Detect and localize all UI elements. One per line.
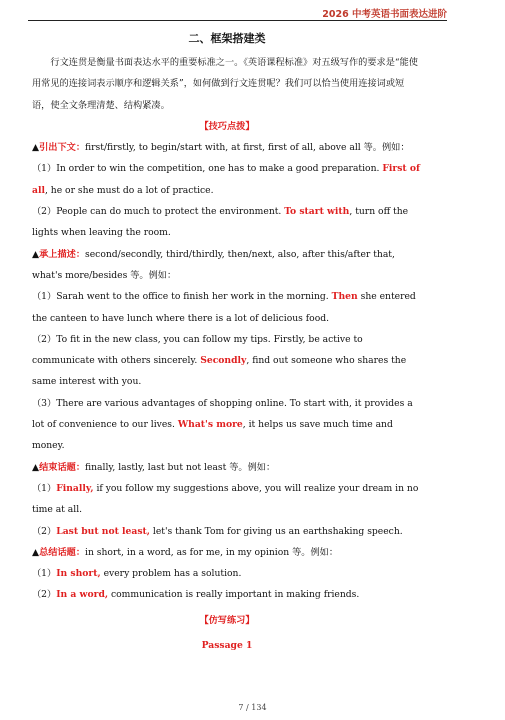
document-body — [32, 30, 422, 656]
connect-example-3: （3）There are various advantages of shopping online. To start with, it provides a lot of convenience to our lives. What's more, it helps us save much time and money. — [32, 397, 413, 452]
summary-example-2: （2）In a word, communication is really important in making friends. — [32, 589, 360, 601]
header-title: 2026 中考英语书面表达进阶 — [322, 9, 447, 20]
lead-definition: ▲引出下文：first/firstly, to begin/start with, at first, first of all, above all 等。例如： — [32, 142, 410, 154]
triangle-icon: ▲ — [32, 142, 40, 154]
end-example-2: （2）Last but not least, let's thank Tom for giving us an earthshaking speech. — [32, 525, 403, 537]
intro-paragraph: 行文连贯是衡量书面表达水平的重要标准之一。《英语课程标准》对五级写作的要求是“能使用常见的连接词表示顺序和逻辑关系”，如何做到行文连贯呢？我们可以恰当使用连接词或短语，使全文条理清楚、结构紧凑。 — [32, 57, 418, 111]
page-header — [28, 6, 447, 21]
connect-example-2: （2）To fit in the new class, you can follow my tips. Firstly, be active to communicate with others sincerely. Secondly, find out someone who shares the same interest with you. — [32, 333, 407, 388]
end-definition: ▲结束话题：finally, lastly, last but not least 等。例如： — [32, 461, 276, 473]
end-example-1: （1）Finally, if you follow my suggestions above, you will realize your dream in no time at all. — [32, 482, 419, 516]
passage-title: Passage 1 — [201, 640, 253, 652]
section-heading: 二、框架搭建类 — [188, 32, 266, 45]
connect-definition: ▲承上描述：second/secondly, third/thirdly, then/next, also, after this/after that, what's more/besides 等。例如： — [32, 248, 395, 281]
summary-definition: ▲总结话题：in short, in a word, as for me, in my opinion 等。例如： — [32, 546, 339, 558]
connect-example-1: （1）Sarah went to the office to finish her work in the morning. Then she entered the canteen to have lunch where there is a lot of delicious food. — [32, 291, 416, 324]
lead-example-1: （1）In order to win the competition, one has to make a good preparation. First of all, he or she must do a lot of practice. — [32, 163, 420, 196]
triangle-icon: ▲ — [32, 461, 40, 473]
triangle-icon: ▲ — [32, 546, 40, 558]
lead-example-2: （2）People can do much to protect the environment. To start with, turn off the lights when leaving the room. — [32, 206, 409, 239]
page-number: 7 / 134 — [238, 703, 267, 712]
triangle-icon: ▲ — [32, 248, 40, 260]
practice-heading: 【仿写练习】 — [199, 614, 255, 626]
summary-example-1: （1）In short, every problem has a solution. — [32, 568, 242, 580]
tips-heading: 【技巧点拨】 — [199, 120, 255, 132]
